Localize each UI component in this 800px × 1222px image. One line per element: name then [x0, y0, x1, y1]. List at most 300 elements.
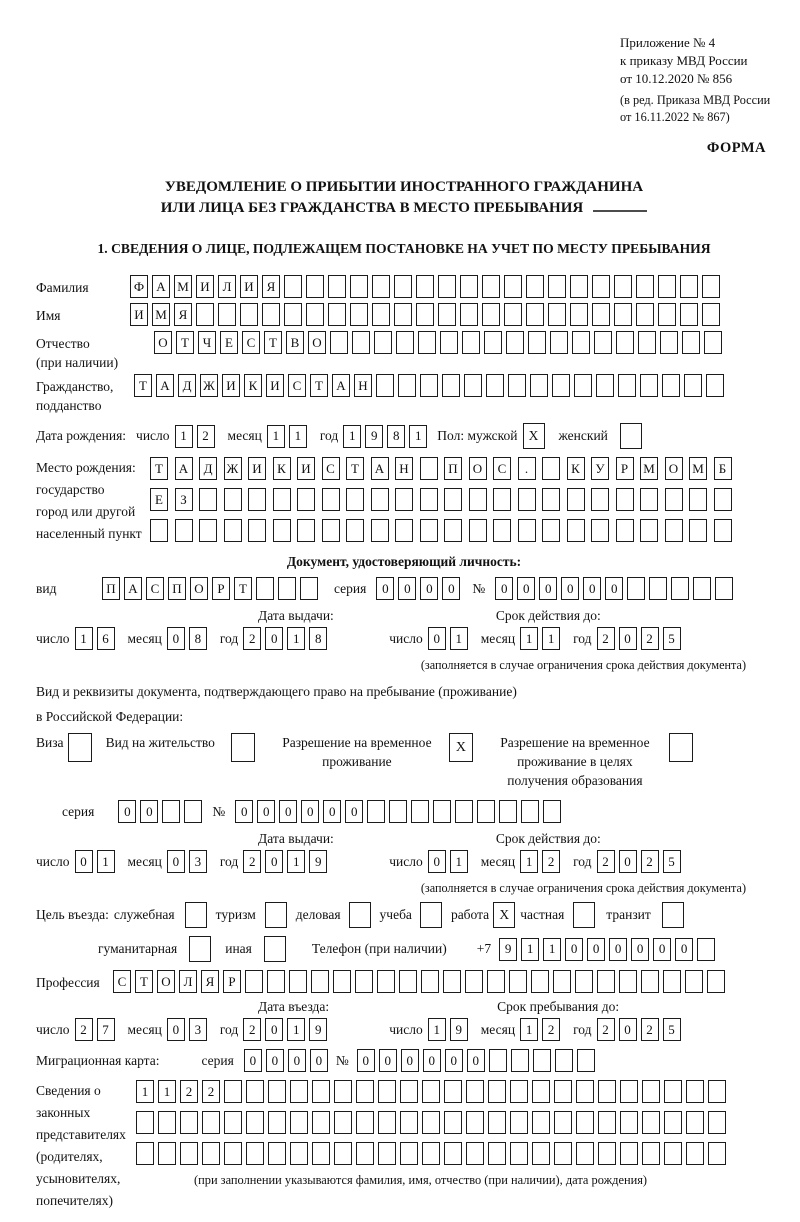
char-cell[interactable] — [641, 970, 659, 993]
char-cell[interactable] — [693, 577, 711, 600]
char-cell[interactable] — [184, 800, 202, 823]
char-cell[interactable] — [180, 1111, 198, 1134]
char-cell[interactable]: 0 — [357, 1049, 375, 1072]
char-cell[interactable] — [671, 577, 689, 600]
char-cell[interactable] — [685, 970, 703, 993]
char-cell[interactable] — [306, 275, 324, 298]
char-cell[interactable] — [444, 1080, 462, 1103]
char-cell[interactable] — [511, 1049, 529, 1072]
char-cell[interactable] — [268, 1080, 286, 1103]
char-cell[interactable] — [482, 303, 500, 326]
char-cell[interactable] — [618, 374, 636, 397]
char-cell[interactable]: 9 — [309, 1018, 327, 1041]
char-cell[interactable]: Т — [176, 331, 194, 354]
char-cell[interactable] — [444, 519, 462, 542]
char-cell[interactable]: 0 — [301, 800, 319, 823]
char-cell[interactable] — [248, 519, 266, 542]
char-cell[interactable]: 0 — [539, 577, 557, 600]
char-cell[interactable] — [400, 1142, 418, 1165]
char-cell[interactable] — [552, 374, 570, 397]
char-cell[interactable] — [378, 1111, 396, 1134]
char-cell[interactable]: 1 — [409, 425, 427, 448]
char-cell[interactable] — [577, 1049, 595, 1072]
char-cell[interactable] — [686, 1111, 704, 1134]
purpose-work-checkbox[interactable]: X — [493, 902, 515, 928]
char-cell[interactable]: 0 — [605, 577, 623, 600]
char-cell[interactable]: С — [242, 331, 260, 354]
char-cell[interactable]: 0 — [619, 850, 637, 873]
char-cell[interactable]: О — [469, 457, 487, 480]
char-cell[interactable]: 0 — [653, 938, 671, 961]
char-cell[interactable]: 0 — [265, 627, 283, 650]
char-cell[interactable]: 0 — [140, 800, 158, 823]
char-cell[interactable] — [418, 331, 436, 354]
char-cell[interactable]: С — [288, 374, 306, 397]
char-cell[interactable] — [697, 938, 715, 961]
char-cell[interactable] — [246, 1142, 264, 1165]
char-cell[interactable]: С — [493, 457, 511, 480]
char-cell[interactable]: 1 — [343, 425, 361, 448]
char-cell[interactable]: Н — [395, 457, 413, 480]
char-cell[interactable] — [312, 1111, 330, 1134]
char-cell[interactable]: П — [444, 457, 462, 480]
char-cell[interactable] — [377, 970, 395, 993]
char-cell[interactable]: 0 — [619, 1018, 637, 1041]
char-cell[interactable] — [640, 488, 658, 511]
char-cell[interactable] — [394, 275, 412, 298]
char-cell[interactable] — [518, 519, 536, 542]
char-cell[interactable] — [150, 519, 168, 542]
char-cell[interactable] — [273, 488, 291, 511]
char-cell[interactable] — [278, 577, 296, 600]
char-cell[interactable] — [462, 331, 480, 354]
char-cell[interactable]: 0 — [619, 627, 637, 650]
char-cell[interactable]: А — [371, 457, 389, 480]
char-cell[interactable]: И — [240, 275, 258, 298]
char-cell[interactable] — [416, 303, 434, 326]
char-cell[interactable] — [372, 275, 390, 298]
char-cell[interactable] — [312, 1080, 330, 1103]
char-cell[interactable]: 0 — [310, 1049, 328, 1072]
char-cell[interactable]: 1 — [158, 1080, 176, 1103]
char-cell[interactable]: . — [518, 457, 536, 480]
char-cell[interactable]: Д — [199, 457, 217, 480]
char-cell[interactable] — [616, 519, 634, 542]
char-cell[interactable] — [715, 577, 733, 600]
char-cell[interactable]: С — [113, 970, 131, 993]
char-cell[interactable] — [460, 303, 478, 326]
char-cell[interactable]: 1 — [287, 1018, 305, 1041]
char-cell[interactable] — [533, 1049, 551, 1072]
char-cell[interactable] — [420, 457, 438, 480]
char-cell[interactable]: 1 — [520, 850, 538, 873]
char-cell[interactable] — [246, 1080, 264, 1103]
char-cell[interactable]: М — [689, 457, 707, 480]
char-cell[interactable] — [400, 1080, 418, 1103]
char-cell[interactable] — [378, 1080, 396, 1103]
char-cell[interactable]: 2 — [542, 1018, 560, 1041]
char-cell[interactable]: 5 — [663, 1018, 681, 1041]
char-cell[interactable]: П — [102, 577, 120, 600]
char-cell[interactable]: 0 — [379, 1049, 397, 1072]
char-cell[interactable] — [158, 1142, 176, 1165]
char-cell[interactable] — [180, 1142, 198, 1165]
char-cell[interactable] — [576, 1111, 594, 1134]
char-cell[interactable]: И — [222, 374, 240, 397]
char-cell[interactable]: О — [154, 331, 172, 354]
char-cell[interactable] — [376, 374, 394, 397]
char-cell[interactable] — [444, 1142, 462, 1165]
char-cell[interactable] — [548, 303, 566, 326]
char-cell[interactable] — [262, 303, 280, 326]
char-cell[interactable] — [346, 488, 364, 511]
char-cell[interactable] — [240, 303, 258, 326]
char-cell[interactable] — [334, 1111, 352, 1134]
char-cell[interactable] — [158, 1111, 176, 1134]
char-cell[interactable] — [421, 970, 439, 993]
char-cell[interactable] — [531, 970, 549, 993]
char-cell[interactable]: 0 — [266, 1049, 284, 1072]
char-cell[interactable] — [576, 1080, 594, 1103]
char-cell[interactable] — [689, 519, 707, 542]
char-cell[interactable]: И — [130, 303, 148, 326]
char-cell[interactable] — [460, 275, 478, 298]
char-cell[interactable]: 8 — [309, 627, 327, 650]
purpose-tourism-checkbox[interactable] — [265, 902, 287, 928]
char-cell[interactable] — [395, 488, 413, 511]
char-cell[interactable] — [642, 1142, 660, 1165]
char-cell[interactable] — [350, 303, 368, 326]
char-cell[interactable] — [224, 488, 242, 511]
char-cell[interactable] — [510, 1142, 528, 1165]
char-cell[interactable]: О — [665, 457, 683, 480]
char-cell[interactable] — [300, 577, 318, 600]
char-cell[interactable] — [664, 1080, 682, 1103]
char-cell[interactable] — [636, 303, 654, 326]
char-cell[interactable]: 0 — [376, 577, 394, 600]
char-cell[interactable] — [488, 1142, 506, 1165]
char-cell[interactable] — [334, 1080, 352, 1103]
char-cell[interactable] — [508, 374, 526, 397]
char-cell[interactable]: 0 — [323, 800, 341, 823]
char-cell[interactable] — [289, 970, 307, 993]
char-cell[interactable]: 1 — [520, 1018, 538, 1041]
char-cell[interactable]: 0 — [561, 577, 579, 600]
char-cell[interactable] — [306, 303, 324, 326]
char-cell[interactable] — [509, 970, 527, 993]
char-cell[interactable]: О — [157, 970, 175, 993]
char-cell[interactable] — [422, 1080, 440, 1103]
char-cell[interactable] — [488, 1080, 506, 1103]
char-cell[interactable]: 0 — [244, 1049, 262, 1072]
char-cell[interactable] — [465, 970, 483, 993]
char-cell[interactable] — [267, 970, 285, 993]
char-cell[interactable] — [689, 488, 707, 511]
gender-female-checkbox[interactable] — [620, 423, 642, 449]
char-cell[interactable]: 0 — [467, 1049, 485, 1072]
char-cell[interactable]: 2 — [243, 1018, 261, 1041]
char-cell[interactable]: Т — [134, 374, 152, 397]
char-cell[interactable] — [399, 970, 417, 993]
char-cell[interactable]: 1 — [175, 425, 193, 448]
char-cell[interactable]: 5 — [663, 627, 681, 650]
char-cell[interactable] — [290, 1111, 308, 1134]
char-cell[interactable] — [466, 1080, 484, 1103]
char-cell[interactable] — [596, 374, 614, 397]
purpose-transit-checkbox[interactable] — [662, 902, 684, 928]
char-cell[interactable]: 2 — [542, 850, 560, 873]
char-cell[interactable]: 0 — [631, 938, 649, 961]
char-cell[interactable]: 2 — [180, 1080, 198, 1103]
char-cell[interactable] — [528, 331, 546, 354]
char-cell[interactable] — [416, 275, 434, 298]
char-cell[interactable] — [702, 303, 720, 326]
char-cell[interactable] — [136, 1142, 154, 1165]
char-cell[interactable] — [620, 1080, 638, 1103]
char-cell[interactable]: 0 — [401, 1049, 419, 1072]
purpose-study-checkbox[interactable] — [420, 902, 442, 928]
char-cell[interactable] — [707, 970, 725, 993]
char-cell[interactable] — [224, 1111, 242, 1134]
char-cell[interactable] — [466, 1142, 484, 1165]
char-cell[interactable] — [245, 970, 263, 993]
char-cell[interactable] — [594, 331, 612, 354]
char-cell[interactable]: 2 — [597, 627, 615, 650]
char-cell[interactable] — [510, 1111, 528, 1134]
permit-education-checkbox[interactable] — [669, 733, 693, 762]
char-cell[interactable] — [708, 1111, 726, 1134]
char-cell[interactable] — [614, 275, 632, 298]
char-cell[interactable] — [640, 519, 658, 542]
char-cell[interactable] — [333, 970, 351, 993]
char-cell[interactable]: Ж — [200, 374, 218, 397]
char-cell[interactable] — [532, 1111, 550, 1134]
char-cell[interactable]: 0 — [265, 850, 283, 873]
char-cell[interactable]: 0 — [398, 577, 416, 600]
char-cell[interactable] — [526, 275, 544, 298]
char-cell[interactable] — [680, 303, 698, 326]
char-cell[interactable] — [199, 519, 217, 542]
char-cell[interactable] — [658, 275, 676, 298]
char-cell[interactable] — [477, 800, 495, 823]
char-cell[interactable] — [567, 488, 585, 511]
char-cell[interactable]: Ж — [224, 457, 242, 480]
char-cell[interactable]: М — [640, 457, 658, 480]
char-cell[interactable] — [469, 488, 487, 511]
char-cell[interactable] — [464, 374, 482, 397]
char-cell[interactable] — [371, 488, 389, 511]
char-cell[interactable] — [664, 1142, 682, 1165]
char-cell[interactable]: Я — [201, 970, 219, 993]
char-cell[interactable]: Т — [150, 457, 168, 480]
char-cell[interactable] — [532, 1142, 550, 1165]
char-cell[interactable]: А — [124, 577, 142, 600]
char-cell[interactable]: Ф — [130, 275, 148, 298]
char-cell[interactable] — [510, 1080, 528, 1103]
char-cell[interactable] — [504, 303, 522, 326]
char-cell[interactable]: 0 — [279, 800, 297, 823]
char-cell[interactable]: 5 — [663, 850, 681, 873]
char-cell[interactable]: 0 — [288, 1049, 306, 1072]
char-cell[interactable] — [248, 488, 266, 511]
char-cell[interactable] — [598, 1142, 616, 1165]
char-cell[interactable] — [482, 275, 500, 298]
char-cell[interactable] — [394, 303, 412, 326]
char-cell[interactable]: 0 — [420, 577, 438, 600]
char-cell[interactable]: 9 — [450, 1018, 468, 1041]
char-cell[interactable]: 0 — [167, 627, 185, 650]
char-cell[interactable] — [662, 374, 680, 397]
char-cell[interactable]: 1 — [428, 1018, 446, 1041]
purpose-business-checkbox[interactable] — [349, 902, 371, 928]
char-cell[interactable]: 1 — [521, 938, 539, 961]
char-cell[interactable] — [486, 374, 504, 397]
char-cell[interactable]: 0 — [345, 800, 363, 823]
char-cell[interactable] — [714, 519, 732, 542]
char-cell[interactable] — [256, 577, 274, 600]
char-cell[interactable] — [469, 519, 487, 542]
char-cell[interactable]: 9 — [499, 938, 517, 961]
char-cell[interactable] — [374, 331, 392, 354]
char-cell[interactable]: М — [152, 303, 170, 326]
char-cell[interactable] — [649, 577, 667, 600]
char-cell[interactable] — [398, 374, 416, 397]
char-cell[interactable]: З — [175, 488, 193, 511]
char-cell[interactable] — [658, 303, 676, 326]
char-cell[interactable] — [592, 303, 610, 326]
char-cell[interactable] — [530, 374, 548, 397]
char-cell[interactable] — [572, 331, 590, 354]
char-cell[interactable] — [218, 303, 236, 326]
char-cell[interactable]: К — [273, 457, 291, 480]
char-cell[interactable]: 2 — [597, 1018, 615, 1041]
char-cell[interactable] — [422, 1111, 440, 1134]
char-cell[interactable] — [334, 1142, 352, 1165]
char-cell[interactable]: Т — [135, 970, 153, 993]
char-cell[interactable]: Е — [150, 488, 168, 511]
char-cell[interactable] — [268, 1142, 286, 1165]
char-cell[interactable] — [642, 1111, 660, 1134]
char-cell[interactable] — [627, 577, 645, 600]
char-cell[interactable] — [663, 970, 681, 993]
char-cell[interactable] — [136, 1111, 154, 1134]
char-cell[interactable]: Л — [179, 970, 197, 993]
char-cell[interactable] — [665, 519, 683, 542]
char-cell[interactable] — [284, 275, 302, 298]
char-cell[interactable]: 0 — [167, 1018, 185, 1041]
char-cell[interactable] — [642, 1080, 660, 1103]
char-cell[interactable] — [686, 1142, 704, 1165]
char-cell[interactable] — [389, 800, 407, 823]
char-cell[interactable] — [614, 303, 632, 326]
char-cell[interactable] — [616, 488, 634, 511]
char-cell[interactable]: Т — [310, 374, 328, 397]
char-cell[interactable] — [526, 303, 544, 326]
char-cell[interactable] — [455, 800, 473, 823]
char-cell[interactable]: Д — [178, 374, 196, 397]
char-cell[interactable]: 2 — [597, 850, 615, 873]
char-cell[interactable] — [640, 374, 658, 397]
char-cell[interactable]: 1 — [520, 627, 538, 650]
char-cell[interactable]: 9 — [309, 850, 327, 873]
char-cell[interactable]: И — [266, 374, 284, 397]
char-cell[interactable]: Н — [354, 374, 372, 397]
char-cell[interactable] — [356, 1111, 374, 1134]
char-cell[interactable] — [616, 331, 634, 354]
char-cell[interactable] — [570, 303, 588, 326]
char-cell[interactable]: 0 — [442, 577, 460, 600]
permit-visa-checkbox[interactable] — [68, 733, 92, 762]
char-cell[interactable]: Т — [234, 577, 252, 600]
char-cell[interactable] — [284, 303, 302, 326]
char-cell[interactable] — [518, 488, 536, 511]
char-cell[interactable]: 0 — [257, 800, 275, 823]
char-cell[interactable] — [542, 519, 560, 542]
char-cell[interactable] — [356, 1142, 374, 1165]
char-cell[interactable]: И — [248, 457, 266, 480]
char-cell[interactable]: Л — [218, 275, 236, 298]
char-cell[interactable] — [708, 1142, 726, 1165]
char-cell[interactable]: 2 — [641, 1018, 659, 1041]
char-cell[interactable] — [598, 1080, 616, 1103]
char-cell[interactable]: А — [332, 374, 350, 397]
char-cell[interactable] — [466, 1111, 484, 1134]
char-cell[interactable] — [350, 275, 368, 298]
char-cell[interactable]: 0 — [445, 1049, 463, 1072]
char-cell[interactable]: Т — [346, 457, 364, 480]
char-cell[interactable] — [312, 1142, 330, 1165]
char-cell[interactable]: 1 — [542, 627, 560, 650]
char-cell[interactable] — [680, 275, 698, 298]
char-cell[interactable] — [444, 488, 462, 511]
char-cell[interactable] — [224, 1080, 242, 1103]
char-cell[interactable]: 0 — [565, 938, 583, 961]
char-cell[interactable]: Р — [223, 970, 241, 993]
char-cell[interactable]: Т — [264, 331, 282, 354]
char-cell[interactable] — [443, 970, 461, 993]
char-cell[interactable] — [542, 457, 560, 480]
char-cell[interactable] — [506, 331, 524, 354]
char-cell[interactable] — [532, 1080, 550, 1103]
char-cell[interactable]: 0 — [423, 1049, 441, 1072]
char-cell[interactable] — [636, 275, 654, 298]
char-cell[interactable] — [706, 374, 724, 397]
char-cell[interactable]: 0 — [75, 850, 93, 873]
char-cell[interactable] — [202, 1111, 220, 1134]
char-cell[interactable] — [273, 519, 291, 542]
char-cell[interactable]: 1 — [136, 1080, 154, 1103]
char-cell[interactable] — [411, 800, 429, 823]
char-cell[interactable] — [199, 488, 217, 511]
char-cell[interactable] — [367, 800, 385, 823]
char-cell[interactable] — [704, 331, 722, 354]
char-cell[interactable] — [356, 1080, 374, 1103]
char-cell[interactable]: Я — [262, 275, 280, 298]
char-cell[interactable] — [702, 275, 720, 298]
char-cell[interactable]: 0 — [428, 850, 446, 873]
char-cell[interactable]: А — [152, 275, 170, 298]
char-cell[interactable] — [246, 1111, 264, 1134]
char-cell[interactable]: Р — [212, 577, 230, 600]
char-cell[interactable]: Е — [220, 331, 238, 354]
permit-residence-checkbox[interactable] — [231, 733, 255, 762]
char-cell[interactable] — [598, 1111, 616, 1134]
char-cell[interactable]: 1 — [287, 627, 305, 650]
char-cell[interactable]: О — [308, 331, 326, 354]
char-cell[interactable]: 0 — [118, 800, 136, 823]
char-cell[interactable] — [224, 519, 242, 542]
char-cell[interactable] — [576, 1142, 594, 1165]
